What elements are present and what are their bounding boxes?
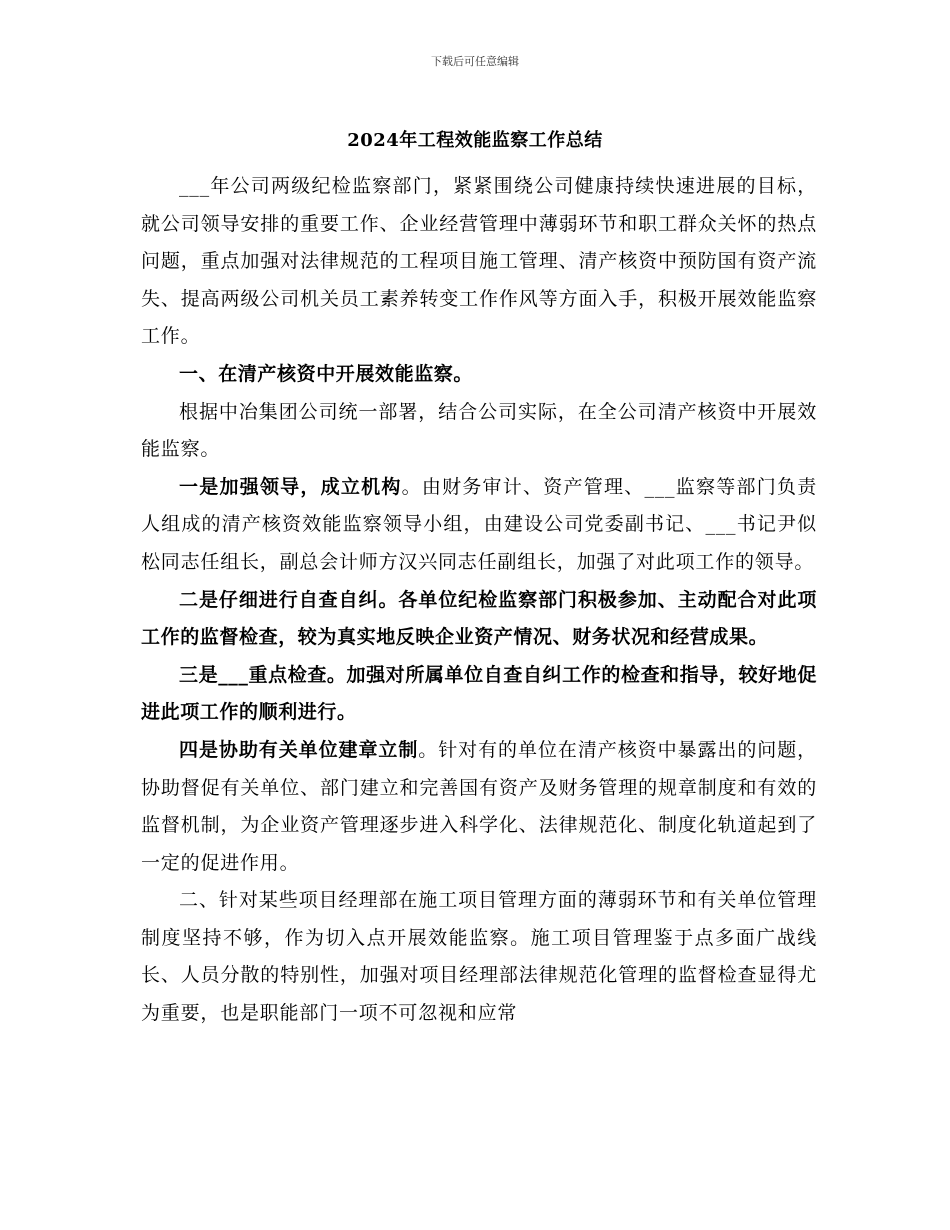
point-1-body: 。由财务审计、资产管理、___监察等部门负责人组成的清产核资效能监察领导小组，由建设公司党委副书记、___书记尹似松同志任组长，副总会计师方汉兴同志任副组长，加强了对此项工作的领导。 [141,475,817,573]
paragraph-point-3: 三是___重点检查。加强对所属单位自查自纠工作的检查和指导，较好地促进此项工作的顺利进行。 [141,663,817,724]
point-4-body: 。针对有的单位在清产核资中暴露出的问题，协助督促有关单位、部门建立和完善国有资产及财务管理的规章制度和有效的监督机制，为企业资产管理逐步进入科学化、法律规范化、制度化轨道起到了一定的促进作用。 [141,738,817,874]
section-heading-1: 一、在清产核资中开展效能监察。 [179,362,474,385]
paragraph-point-1 [141,469,817,582]
paragraph-section-1-intro: 根据中冶集团公司统一部署，结合公司实际，在全公司清产核资中开展效能监察。 [141,400,817,461]
page-header-note: 下载后可任意编辑 [431,55,519,68]
point-1-lead: 一是加强领导，成立机构 [179,475,402,498]
paragraph-section-2: 二、针对某些项目经理部在施工项目管理方面的薄弱环节和有关单位管理制度坚持不够，作为切入点开展效能监察。施工项目管理鉴于点多面广战线长、人员分散的特别性，加强对项目经理部法律规范化管理的监督检查显得尤为重要，也是职能部门一项不可忽视和应常 [141,889,817,1025]
document-body [141,168,817,1033]
paragraph-point-2: 二是仔细进行自查自纠。各单位纪检监察部门积极参加、主动配合对此项工作的监督检查，较为真实地反映企业资产情况、财务状况和经营成果。 [141,588,817,649]
paragraph-point-4 [141,732,817,882]
document-title: 2024年工程效能监察工作总结 [347,130,603,151]
point-4-lead: 四是协助有关单位建章立制 [179,738,419,761]
paragraph-intro: ___年公司两级纪检监察部门，紧紧围绕公司健康持续快速进展的目标，就公司领导安排的重要工作、企业经营管理中薄弱环节和职工群众关怀的热点问题，重点加强对法律规范的工程项目施工管理、清产核资中预防国有资产流失、提高两级公司机关员工素养转变工作作风等方面入手，积极开展效能监察工作。 [141,175,817,348]
